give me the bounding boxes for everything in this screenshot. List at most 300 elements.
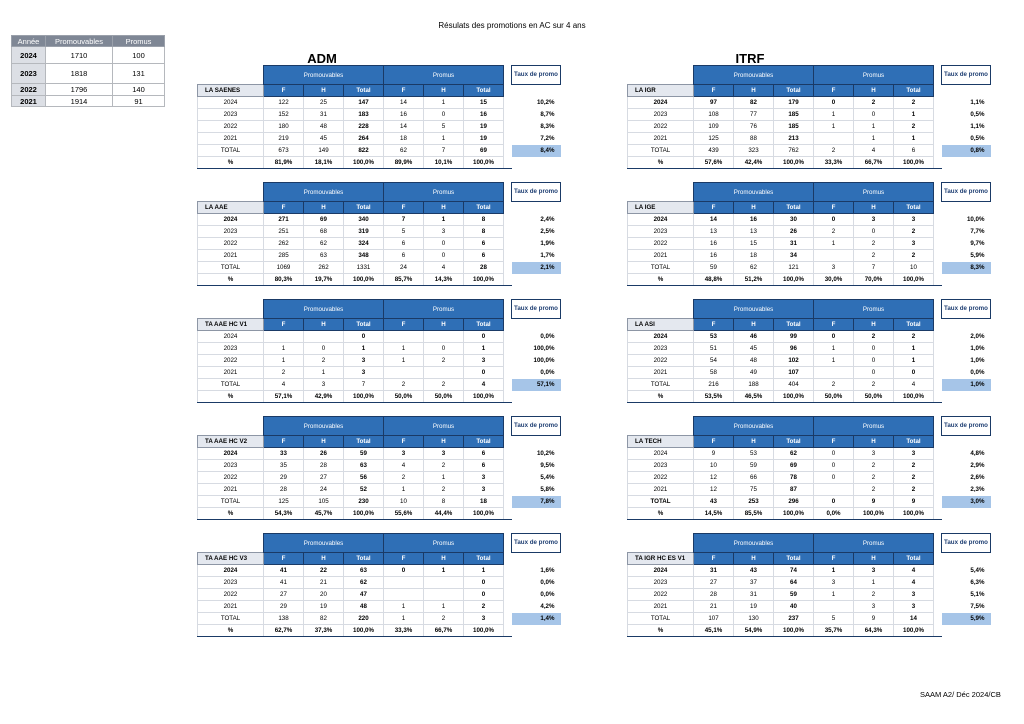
promus-header: Promus — [384, 300, 504, 319]
row-gap — [504, 157, 512, 169]
grade-name: TA AAE HC V3 — [198, 553, 264, 565]
row-label: 2021 — [628, 367, 694, 379]
grade-table — [197, 65, 561, 169]
row-gap — [934, 484, 942, 496]
row-gap — [934, 145, 942, 157]
cell-rh: 50,0% — [854, 391, 894, 403]
row-label: 2023 — [198, 577, 264, 589]
summary-promus: 131 — [113, 64, 165, 84]
row-gap — [504, 565, 512, 577]
cell-rh: 0 — [424, 250, 464, 262]
cell-rh: 44,4% — [424, 508, 464, 520]
row-label: TOTAL — [198, 613, 264, 625]
header-gap — [934, 553, 942, 565]
cell-pf: 13 — [694, 226, 734, 238]
cell-rt: 9 — [894, 496, 934, 508]
row-gap — [504, 355, 512, 367]
cell-ph: 19 — [734, 601, 774, 613]
cell-ph: 42,9% — [304, 391, 344, 403]
sub-header-row — [198, 319, 561, 331]
cell-rh: 9 — [854, 496, 894, 508]
cell-rh: 14,3% — [424, 274, 464, 286]
promouvables-f-header: F — [694, 319, 734, 331]
row-gap — [504, 460, 512, 472]
row-gap — [504, 484, 512, 496]
cell-ph: 82 — [734, 97, 774, 109]
row-label: 2024 — [628, 448, 694, 460]
row-gap — [934, 448, 942, 460]
taux-value: 5,4% — [540, 474, 555, 481]
table-row — [628, 565, 991, 577]
cell-ph: 13 — [734, 226, 774, 238]
cell-rt: 1 — [894, 109, 934, 121]
cell-rf: 3 — [814, 262, 854, 274]
sub-header-row — [198, 553, 561, 565]
promus-total-header: Total — [894, 202, 934, 214]
table-row — [628, 226, 991, 238]
table-row — [198, 355, 561, 367]
taux-header: Taux de promo — [512, 534, 561, 553]
cell-pt: 296 — [774, 496, 814, 508]
table-row — [198, 214, 561, 226]
cell-rf: 0 — [814, 331, 854, 343]
cell-ph: 48 — [304, 121, 344, 133]
taux-value: 1,0% — [942, 379, 991, 391]
cell-rt: 0 — [464, 589, 504, 601]
row-label: 2022 — [628, 472, 694, 484]
taux-value — [512, 391, 561, 403]
promus-f-header: F — [814, 319, 854, 331]
cell-ph: 48 — [734, 355, 774, 367]
cell-pt: 107 — [774, 367, 814, 379]
summary-row — [12, 84, 165, 96]
taux-value: 1,0% — [970, 357, 985, 364]
cell-rh: 64,3% — [854, 625, 894, 637]
taux-value: 0,0% — [540, 333, 555, 340]
cell-ph: 51,2% — [734, 274, 774, 286]
cell-rt: 0 — [464, 331, 504, 343]
cell-pf: 33 — [264, 448, 304, 460]
cell-pf: 109 — [694, 121, 734, 133]
cell-pt: 100,0% — [344, 391, 384, 403]
promouvables-header: Promouvables — [694, 300, 814, 319]
table-row — [628, 601, 991, 613]
promus-total-header: Total — [894, 553, 934, 565]
promouvables-f-header: F — [694, 553, 734, 565]
cell-rt: 0 — [464, 367, 504, 379]
row-label: 2024 — [198, 448, 264, 460]
cell-ph: 0 — [304, 343, 344, 355]
cell-pt: 237 — [774, 613, 814, 625]
cell-rt: 100,0% — [894, 274, 934, 286]
summary-header-year: Année — [12, 36, 46, 47]
cell-rh: 2 — [424, 613, 464, 625]
cell-rf: 0 — [814, 97, 854, 109]
cell-rt: 19 — [464, 121, 504, 133]
cell-ph: 1 — [304, 367, 344, 379]
band-header-row — [198, 534, 561, 553]
row-gap — [934, 577, 942, 589]
taux-value: 10,0% — [966, 216, 985, 223]
row-label: 2022 — [628, 238, 694, 250]
cell-pf: 51 — [694, 343, 734, 355]
row-gap — [504, 343, 512, 355]
promouvables-h-header: H — [734, 553, 774, 565]
promus-total-header: Total — [464, 85, 504, 97]
taux-value: 1,0% — [970, 345, 985, 352]
cell-rt: 2 — [894, 460, 934, 472]
header-gap — [934, 300, 942, 319]
table-row — [198, 589, 561, 601]
cell-pt: 100,0% — [344, 157, 384, 169]
grade-name: LA TECH — [628, 436, 694, 448]
row-label: 2023 — [628, 577, 694, 589]
cell-rt: 100,0% — [464, 625, 504, 637]
taux-value: 8,7% — [540, 111, 555, 118]
cell-rt: 100,0% — [464, 391, 504, 403]
cell-pt: 62 — [344, 577, 384, 589]
band-header-row — [628, 300, 991, 319]
taux-header: Taux de promo — [942, 534, 991, 553]
header-spacer — [628, 534, 694, 553]
cell-rh: 0 — [854, 367, 894, 379]
table-row — [628, 379, 991, 391]
cell-pt: 34 — [774, 250, 814, 262]
cell-rf: 1 — [814, 238, 854, 250]
cell-rh: 8 — [424, 496, 464, 508]
cell-rf: 2 — [814, 226, 854, 238]
row-gap — [504, 379, 512, 391]
cell-rt: 100,0% — [464, 274, 504, 286]
cell-pt: 340 — [344, 214, 384, 226]
cell-ph: 66 — [734, 472, 774, 484]
promus-total-header: Total — [894, 319, 934, 331]
cell-rh: 7 — [854, 262, 894, 274]
taux-value: 7,8% — [512, 496, 561, 508]
row-gap — [504, 577, 512, 589]
taux-value: 8,3% — [540, 123, 555, 130]
cell-rt: 1 — [894, 355, 934, 367]
cell-rt: 2 — [894, 331, 934, 343]
cell-rt: 2 — [464, 601, 504, 613]
cell-pf: 29 — [264, 601, 304, 613]
promouvables-f-header: F — [264, 85, 304, 97]
cell-rf: 6 — [384, 250, 424, 262]
band-header-row — [198, 183, 561, 202]
cell-pt: 99 — [774, 331, 814, 343]
cell-rf: 5 — [814, 613, 854, 625]
taux-value: 10,2% — [536, 99, 555, 106]
promouvables-total-header: Total — [774, 553, 814, 565]
table-row — [628, 121, 991, 133]
cell-rf: 3 — [814, 577, 854, 589]
cell-pt: 63 — [344, 460, 384, 472]
row-gap — [934, 508, 942, 520]
cell-ph: 20 — [304, 589, 344, 601]
cell-pt: 100,0% — [774, 391, 814, 403]
cell-ph: 62 — [734, 262, 774, 274]
cell-ph: 19 — [304, 601, 344, 613]
taux-value — [942, 274, 991, 286]
cell-rh: 3 — [424, 448, 464, 460]
row-gap — [504, 133, 512, 145]
cell-rt: 2 — [894, 226, 934, 238]
taux-value: 0,8% — [942, 145, 991, 157]
cell-rh: 3 — [854, 601, 894, 613]
cell-pf: 14 — [694, 214, 734, 226]
cell-pt: 47 — [344, 589, 384, 601]
cell-rf: 16 — [384, 109, 424, 121]
cell-rh: 2 — [854, 238, 894, 250]
cell-pf: 59 — [694, 262, 734, 274]
cell-ph: 43 — [734, 565, 774, 577]
cell-rt: 6 — [464, 238, 504, 250]
taux-value: 1,1% — [970, 99, 985, 106]
cell-pf: 80,3% — [264, 274, 304, 286]
row-label: 2024 — [198, 565, 264, 577]
taux-value: 1,6% — [540, 567, 555, 574]
header-gap — [934, 319, 942, 331]
header-spacer — [628, 417, 694, 436]
table-row — [198, 613, 561, 625]
cell-ph: 19,7% — [304, 274, 344, 286]
cell-ph: 31 — [304, 109, 344, 121]
promouvables-total-header: Total — [344, 436, 384, 448]
cell-rh: 2 — [424, 379, 464, 391]
row-label: 2023 — [198, 109, 264, 121]
cell-ph: 28 — [304, 460, 344, 472]
row-gap — [504, 448, 512, 460]
cell-rf: 10 — [384, 496, 424, 508]
cell-rh — [424, 577, 464, 589]
table-row — [628, 355, 991, 367]
cell-rf: 1 — [814, 589, 854, 601]
header-gap — [504, 319, 512, 331]
promouvables-header: Promouvables — [264, 417, 384, 436]
taux-value: 0,0% — [540, 591, 555, 598]
row-gap — [934, 589, 942, 601]
sub-header-row — [198, 436, 561, 448]
cell-pf: 271 — [264, 214, 304, 226]
promus-h-header: H — [424, 202, 464, 214]
cell-rt: 3 — [894, 238, 934, 250]
cell-rf: 1 — [814, 355, 854, 367]
promouvables-header: Promouvables — [694, 183, 814, 202]
cell-pt: 1 — [344, 343, 384, 355]
cell-pt: 3 — [344, 367, 384, 379]
cell-rh: 2 — [854, 331, 894, 343]
table-row — [628, 460, 991, 472]
cell-pf: 58 — [694, 367, 734, 379]
taux-header: Taux de promo — [512, 300, 561, 319]
table-row — [628, 238, 991, 250]
cell-pf: 138 — [264, 613, 304, 625]
cell-ph — [304, 331, 344, 343]
taux-value — [942, 508, 991, 520]
cell-rh — [424, 331, 464, 343]
row-label: 2023 — [628, 460, 694, 472]
grade-name: LA SAENES — [198, 85, 264, 97]
table-row — [198, 121, 561, 133]
table-row — [628, 274, 991, 286]
cell-rf: 30,0% — [814, 274, 854, 286]
cell-ph: 21 — [304, 577, 344, 589]
taux-gap — [942, 85, 991, 97]
taux-value: 2,5% — [540, 228, 555, 235]
cell-rh: 0 — [854, 343, 894, 355]
table-row — [198, 262, 561, 274]
cell-ph: 262 — [304, 262, 344, 274]
taux-value: 1,1% — [970, 123, 985, 130]
summary-promouvables: 1796 — [46, 84, 113, 96]
header-spacer — [628, 183, 694, 202]
row-gap — [934, 367, 942, 379]
promouvables-h-header: H — [304, 202, 344, 214]
row-label: 2021 — [198, 133, 264, 145]
cell-pt: 56 — [344, 472, 384, 484]
promouvables-total-header: Total — [774, 85, 814, 97]
row-label: 2024 — [628, 97, 694, 109]
table-row — [198, 331, 561, 343]
grade-name: LA ASI — [628, 319, 694, 331]
summary-year: 2023 — [12, 64, 46, 84]
cell-pf: 21 — [694, 601, 734, 613]
row-gap — [934, 109, 942, 121]
promus-header: Promus — [384, 66, 504, 85]
cell-pt: 228 — [344, 121, 384, 133]
cell-ph: 45 — [304, 133, 344, 145]
header-gap — [504, 553, 512, 565]
cell-ph: 2 — [304, 355, 344, 367]
cell-rf: 89,9% — [384, 157, 424, 169]
taux-value: 0,5% — [970, 111, 985, 118]
cell-ph: 188 — [734, 379, 774, 391]
grade-name: TA AAE HC V1 — [198, 319, 264, 331]
summary-header-row — [12, 36, 165, 47]
cell-rh: 2 — [424, 460, 464, 472]
cell-pt: 1331 — [344, 262, 384, 274]
cell-ph: 63 — [304, 250, 344, 262]
cell-ph: 16 — [734, 214, 774, 226]
cell-pt: 31 — [774, 238, 814, 250]
cell-pf: 2 — [264, 367, 304, 379]
cell-rt: 8 — [464, 214, 504, 226]
taux-value: 4,2% — [540, 603, 555, 610]
cell-rh: 7 — [424, 145, 464, 157]
row-gap — [504, 331, 512, 343]
promouvables-total-header: Total — [344, 202, 384, 214]
cell-ph: 42,4% — [734, 157, 774, 169]
taux-value: 2,1% — [512, 262, 561, 274]
cell-rf: 1 — [814, 565, 854, 577]
header-gap — [504, 534, 512, 553]
taux-value — [942, 625, 991, 637]
cell-pt: 230 — [344, 496, 384, 508]
table-row — [628, 133, 991, 145]
table-row — [628, 367, 991, 379]
cell-rh: 9 — [854, 613, 894, 625]
cell-pf: 1069 — [264, 262, 304, 274]
table-row — [198, 601, 561, 613]
cell-rh: 3 — [854, 448, 894, 460]
promus-header: Promus — [384, 417, 504, 436]
cell-ph: 27 — [304, 472, 344, 484]
cell-pt: 26 — [774, 226, 814, 238]
cell-pt: 264 — [344, 133, 384, 145]
cell-rh: 3 — [854, 565, 894, 577]
taux-value: 2,3% — [970, 486, 985, 493]
promouvables-f-header: F — [264, 319, 304, 331]
header-gap — [934, 66, 942, 85]
cell-pf: 216 — [694, 379, 734, 391]
cell-ph: 15 — [734, 238, 774, 250]
cell-rt: 100,0% — [464, 508, 504, 520]
taux-value: 4,8% — [970, 450, 985, 457]
cell-rh: 0 — [424, 343, 464, 355]
sub-header-row — [628, 202, 991, 214]
cell-ph: 76 — [734, 121, 774, 133]
taux-value: 2,9% — [970, 462, 985, 469]
taux-gap — [512, 202, 561, 214]
promouvables-header: Promouvables — [694, 66, 814, 85]
promus-header: Promus — [384, 534, 504, 553]
cell-pf: 27 — [694, 577, 734, 589]
promus-total-header: Total — [464, 553, 504, 565]
adm-group-title: ADM — [307, 51, 337, 66]
promouvables-total-header: Total — [774, 202, 814, 214]
cell-pt: 220 — [344, 613, 384, 625]
cell-ph: 253 — [734, 496, 774, 508]
promouvables-f-header: F — [694, 85, 734, 97]
cell-ph: 22 — [304, 565, 344, 577]
taux-value: 9,7% — [970, 240, 985, 247]
cell-rh: 4 — [424, 262, 464, 274]
cell-pt: 183 — [344, 109, 384, 121]
cell-rf: 62 — [384, 145, 424, 157]
cell-rh: 1 — [424, 472, 464, 484]
table-row — [628, 391, 991, 403]
promouvables-h-header: H — [304, 319, 344, 331]
row-gap — [504, 109, 512, 121]
cell-rt: 4 — [464, 379, 504, 391]
cell-rt: 8 — [464, 226, 504, 238]
promus-h-header: H — [854, 85, 894, 97]
row-label: 2023 — [198, 343, 264, 355]
header-gap — [504, 300, 512, 319]
cell-ph: 18 — [734, 250, 774, 262]
row-gap — [504, 367, 512, 379]
cell-pf: 108 — [694, 109, 734, 121]
row-label: 2022 — [198, 472, 264, 484]
row-label: 2021 — [628, 601, 694, 613]
row-gap — [934, 355, 942, 367]
grade-table — [627, 299, 991, 403]
cell-pf: 180 — [264, 121, 304, 133]
taux-gap — [942, 553, 991, 565]
table-row — [628, 343, 991, 355]
cell-rt: 4 — [894, 565, 934, 577]
row-label: 2021 — [198, 367, 264, 379]
cell-pt: 0 — [344, 331, 384, 343]
cell-pt: 87 — [774, 484, 814, 496]
cell-pf: 27 — [264, 589, 304, 601]
cell-rf: 2 — [384, 472, 424, 484]
cell-rf: 18 — [384, 133, 424, 145]
itrf-group-title: ITRF — [735, 51, 765, 66]
band-header-row — [628, 183, 991, 202]
cell-pt: 404 — [774, 379, 814, 391]
cell-pf: 97 — [694, 97, 734, 109]
